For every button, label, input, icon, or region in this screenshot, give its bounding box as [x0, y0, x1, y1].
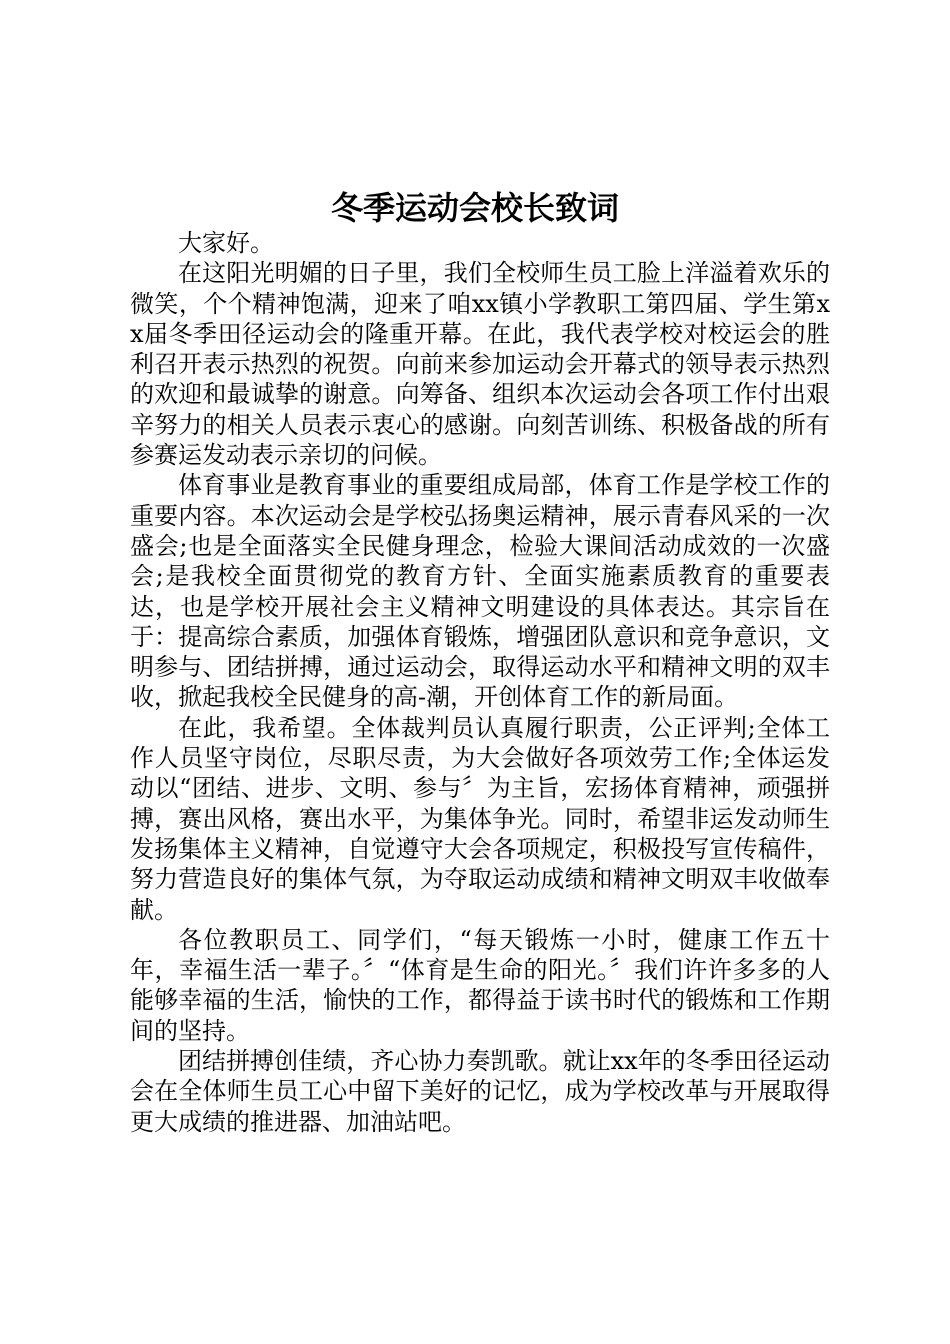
document-title: 冬季运动会校长致词: [330, 189, 619, 227]
paragraph-greeting: 大家好。: [178, 229, 274, 257]
paragraph-encouragement: 各位教职员工、同学们，“每天锻炼一小时，健康工作五十年，幸福生活一辈子。〞“体育是生命的阳光。〞我们许许多多的人能够幸福的生活，愉快的工作，都得益于读书时代的锻炼和工作期间的坚持。: [130, 925, 830, 1045]
paragraph-opening: 在这阳光明媚的日子里，我们全校师生员工脸上洋溢着欢乐的微笑，个个精神饱满，迎来了咱xx镇小学教职工第四届、学生第xx届冬季田径运动会的隆重开幕。在此，我代表学校对校运会的胜利召开表示热烈的祝贺。向前来参加运动会开幕式的领导表示热烈的欢迎和最诚挚的谢意。向筹备、组织本次运动会各项工作付出艰辛努力的相关人员表示衷心的感谢。向刻苦训练、积极备战的所有参赛运发动表示亲切的问候。: [130, 259, 830, 470]
document-body: [130, 228, 830, 1137]
paragraph-closing: 团结拼搏创佳绩，齐心协力奏凯歌。就让xx年的冬季田径运动会在全体师生员工心中留下美好的记忆，成为学校改革与开展取得更大成绩的推进器、加油站吧。: [130, 1047, 830, 1136]
paragraph-hopes: 在此，我希望。全体裁判员认真履行职责，公正评判;全体工作人员坚守岗位，尽职尽责，为大会做好各项效劳工作;全体运发动以“团结、进步、文明、参与〞为主旨，宏扬体育精神，顽强拼搏，赛出风格，赛出水平，为集体争光。同时，希望非运发动师生发扬集体主义精神，自觉遵守大会各项规定，积极投写宣传稿件，努力营造良好的集体气氛，为夺取运动成绩和精神文明双丰收做奉献。: [130, 713, 830, 924]
paragraph-significance: 体育事业是教育事业的重要组成局部，体育工作是学校工作的重要内容。本次运动会是学校弘扬奥运精神，展示青春风采的一次盛会;也是全面落实全民健身理念，检验大课间活动成效的一次盛会;是我校全面贯彻党的教育方针、全面实施素质教育的重要表达，也是学校开展社会主义精神文明建设的具体表达。其宗旨在于：提高综合素质，加强体育锻炼，增强团队意识和竞争意识，文明参与、团结拼搏，通过运动会，取得运动水平和精神文明的双丰收，掀起我校全民健身的高-潮，开创体育工作的新局面。: [130, 471, 830, 712]
